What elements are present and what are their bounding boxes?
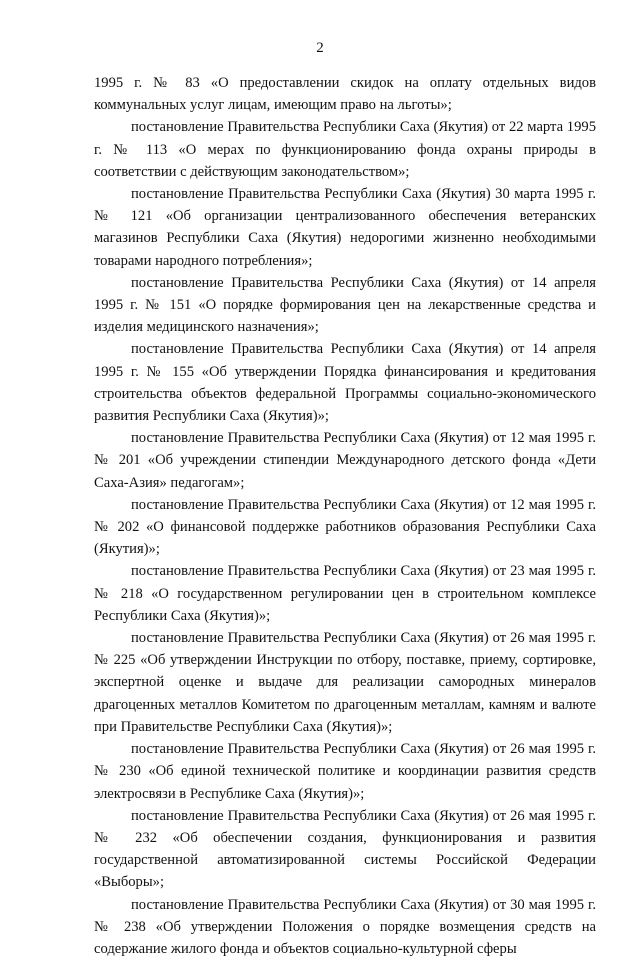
paragraph-9: постановление Правительства Республики Саха (Якутия) от 26 мая 1995 г. № 225 «Об утверждении Инструкции по отбору, поставке, приему, сортировке, экспертной оценке и выдаче для реализации самородных минералов драгоценных металлов Комитетом по драгоценным металлам, камням и валюте при Правительстве Республики Саха (Якутия)»; bbox=[94, 630, 596, 735]
paragraph-4: постановление Правительства Республики Саха (Якутия) от 14 апреля 1995 г. № 151 «О порядке формирования цен на лекарственные средства и изделия медицинского назначения»; bbox=[94, 274, 596, 336]
paragraph-11: постановление Правительства Республики Саха (Якутия) от 26 мая 1995 г. № 232 «Об обеспечении создания, функционирования и развития государственной автоматизированной системы Российской Федерации «Выборы»; bbox=[94, 807, 596, 891]
paragraph-12: постановление Правительства Республики Саха (Якутия) от 30 мая 1995 г. № 238 «Об утверждении Положения о порядке возмещения средств на содержание жилого фонда и объектов социально-культурной сферы bbox=[94, 896, 596, 957]
paragraph-1: 1995 г. № 83 «О предоставлении скидок на оплату отдельных видов коммунальных услуг лицам, имеющим право на льготы»; bbox=[94, 75, 596, 114]
paragraph-10: постановление Правительства Республики Саха (Якутия) от 26 мая 1995 г. № 230 «Об единой технической политике и координации развития средств электросвязи в Республике Саха (Якутия)»; bbox=[94, 741, 596, 802]
paragraph-8: постановление Правительства Республики Саха (Якутия) от 23 мая 1995 г. № 218 «О государственном регулировании цен в строительном комплексе Республики Саха (Якутия)»; bbox=[94, 563, 596, 624]
paragraph-7: постановление Правительства Республики Саха (Якутия) от 12 мая 1995 г. № 202 «О финансовой поддержке работников образования Республики Саха (Якутия)»; bbox=[94, 496, 596, 558]
paragraph-6: постановление Правительства Республики Саха (Якутия) от 12 мая 1995 г. № 201 «Об учреждении стипендии Международного детского фонда «Дети Саха-Азия» педагогам»; bbox=[94, 430, 596, 491]
paragraph-3: постановление Правительства Республики Саха (Якутия) 30 марта 1995 г. № 121 «Об организации централизованного обеспечения ветеранских магазинов Республики Саха (Якутия) недорогими жизненно необходимыми товарами народного потребления»; bbox=[94, 186, 596, 269]
paragraph-2: постановление Правительства Республики Саха (Якутия) от 22 марта 1995 г. № 113 «О мерах по функционированию фонда охраны природы в соответствии с действующим законодательством»; bbox=[94, 119, 596, 180]
paragraph-5: постановление Правительства Республики Саха (Якутия) от 14 апреля 1995 г. № 155 «Об утверждении Порядка финансирования и кредитования строительства объектов федеральной Программы социально-экономического развития Республики Саха (Якутия)»; bbox=[94, 341, 596, 425]
page-number: 2 bbox=[316, 40, 324, 56]
document-body bbox=[94, 72, 596, 960]
